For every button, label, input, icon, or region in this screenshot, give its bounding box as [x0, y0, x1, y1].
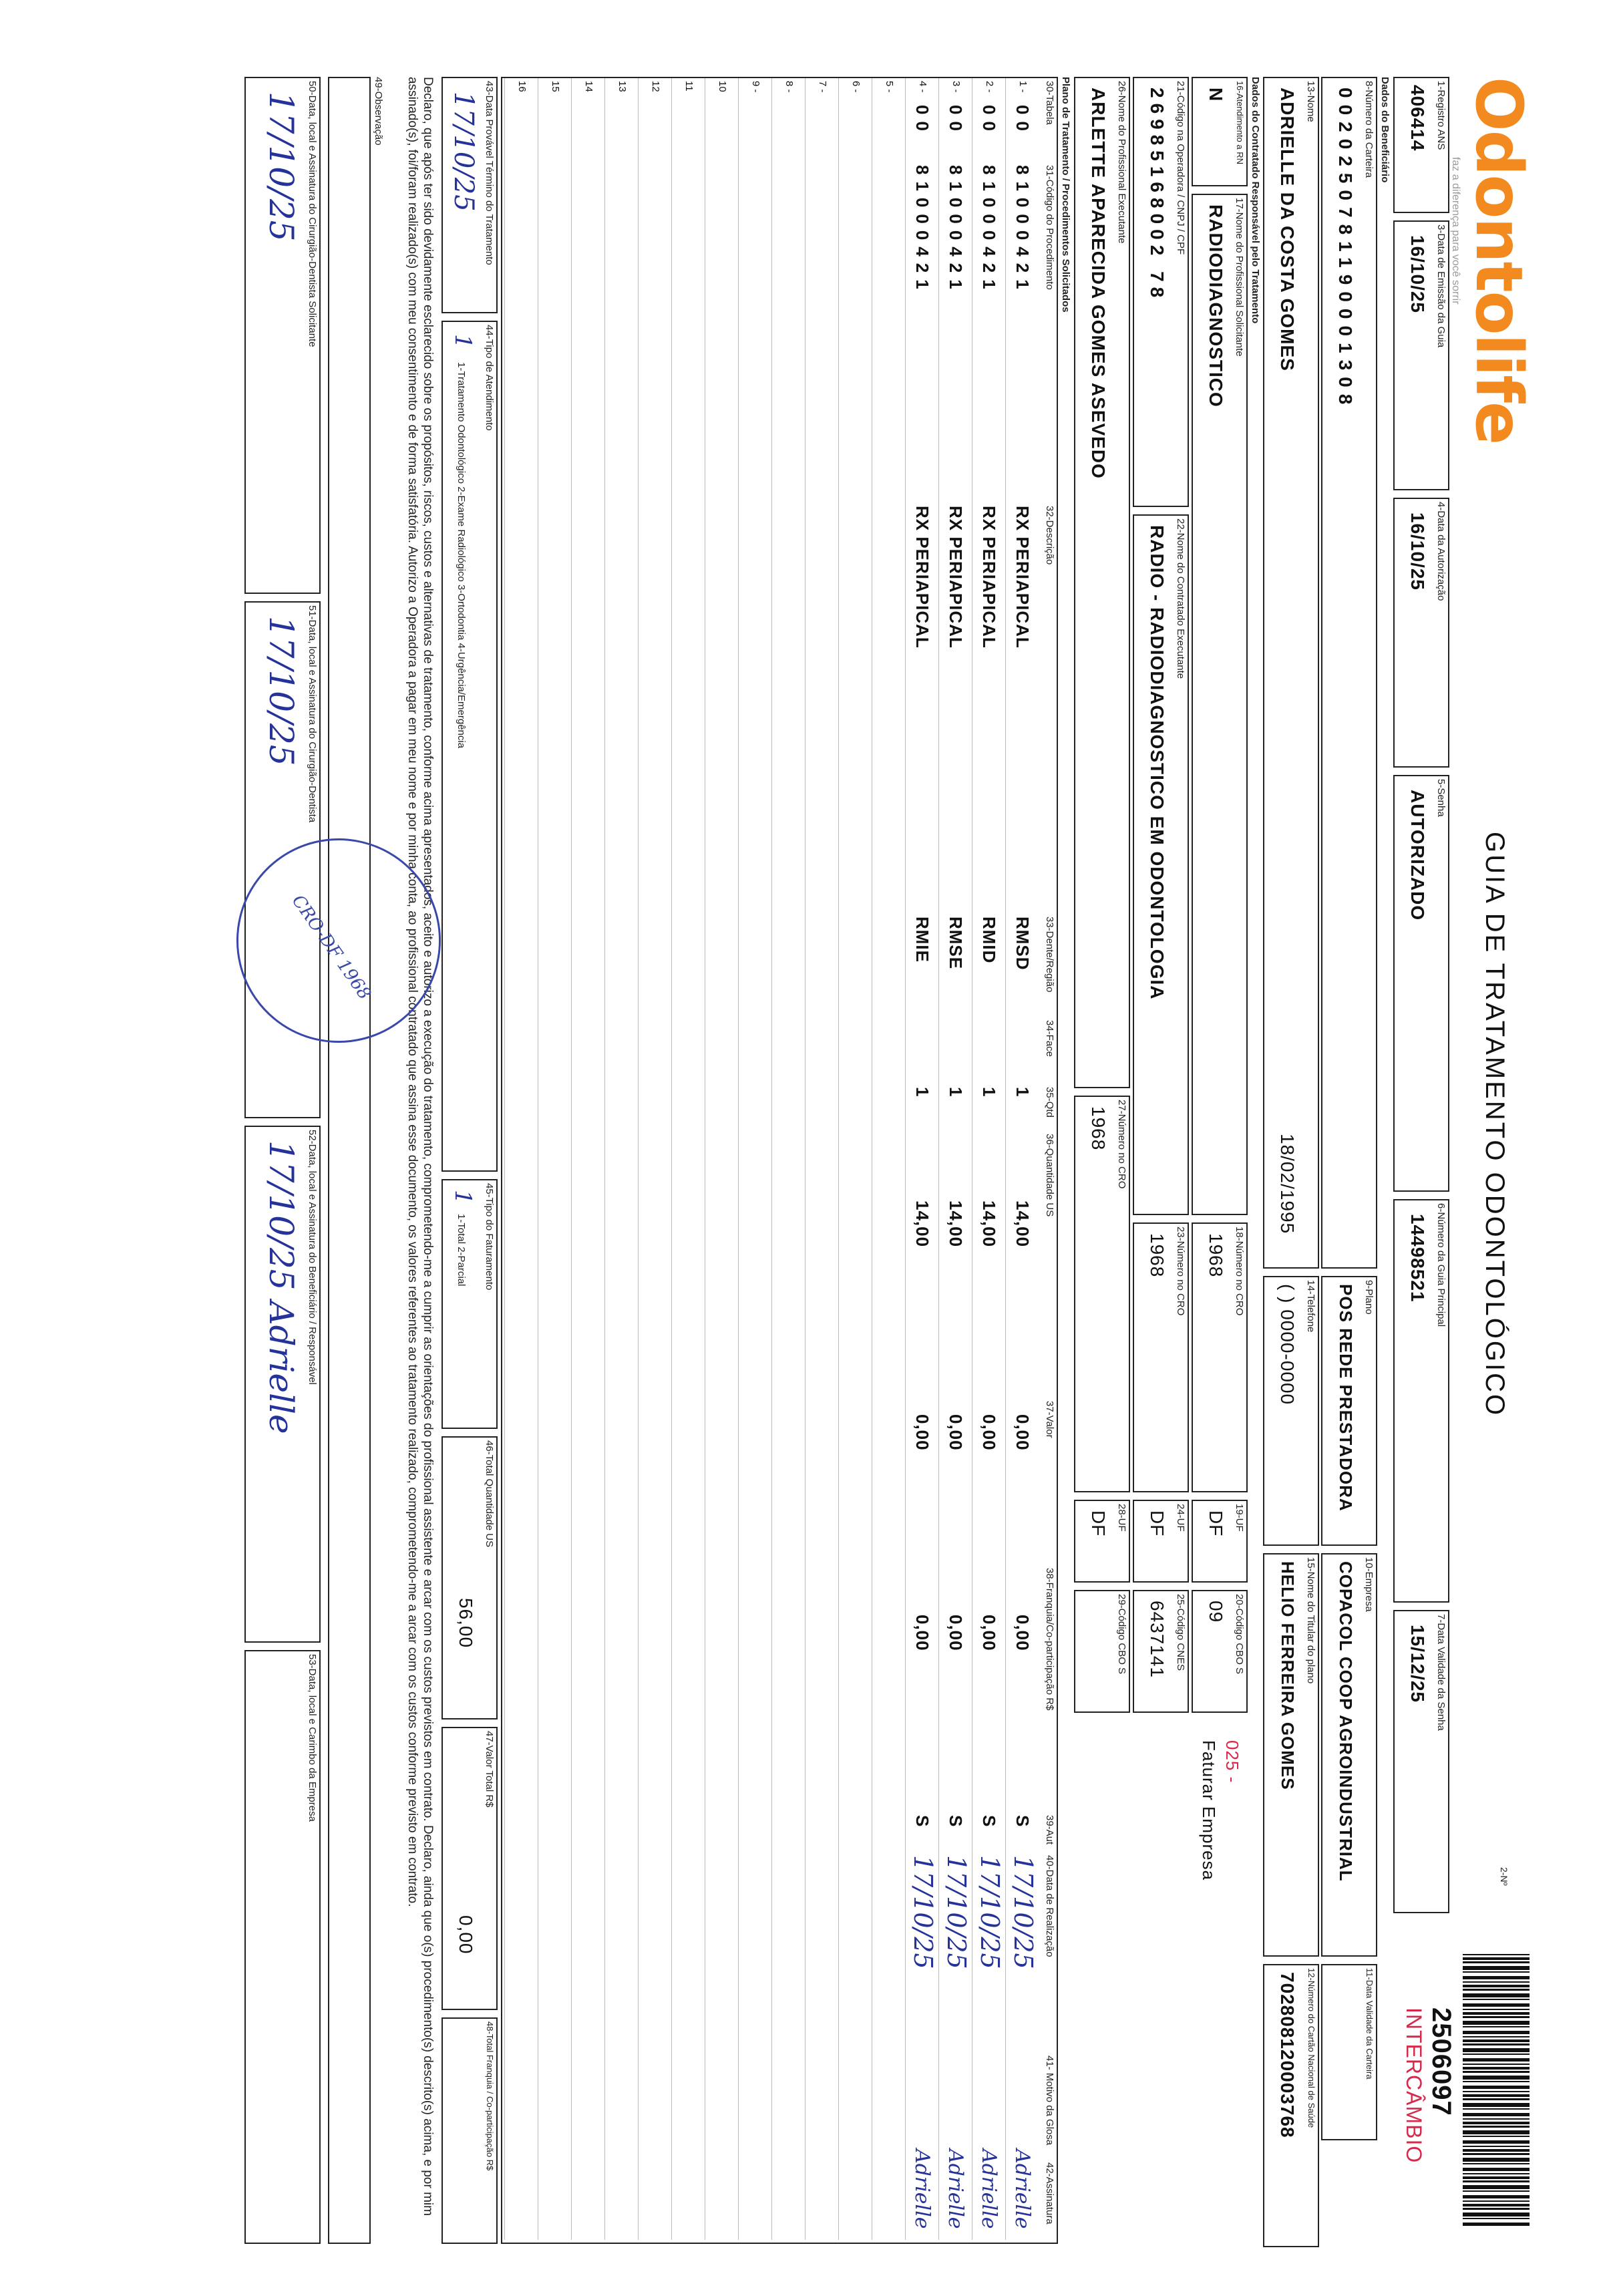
barcode-bar	[1463, 2071, 1530, 2073]
sig50-label: 50-Data, local e Assinatura do Cirurgião-Dentista Solicitante	[307, 81, 318, 347]
empresa-box	[1321, 1553, 1377, 1957]
barcode-bar	[1463, 2195, 1530, 2198]
barcode-bar	[1463, 2036, 1530, 2037]
row-number: 7 -	[817, 81, 828, 93]
requester-section-label: Dados do Contratado Responsável pelo Tratamento	[1250, 77, 1261, 324]
procedure-row	[838, 78, 872, 2240]
data-emissao-box	[1393, 220, 1449, 490]
us-value: 14,00	[912, 1200, 932, 1248]
barcode-bar	[1463, 2130, 1530, 2134]
cns-value: 702808120003768	[1277, 1972, 1298, 2138]
procedure-row	[538, 78, 572, 2240]
rn-label: 16-Atendimento a RN	[1235, 81, 1245, 165]
row-number: 1 -	[1017, 81, 1029, 93]
codigo-value: 81000421	[979, 165, 999, 296]
col-aut: 39-Aut	[1044, 1815, 1055, 1845]
dente-value: RMSE	[946, 917, 966, 970]
procedures-section-label: Plano de Tratamento / Procedimentos Solicitados	[1060, 77, 1071, 313]
guia-principal-box	[1393, 1199, 1449, 1603]
assinatura-handwritten: Adrielle	[944, 2149, 967, 2229]
col-glosa: 41- Motivo da Glosa	[1044, 2056, 1055, 2146]
valor-value: 0,00	[912, 1414, 932, 1451]
cro-prof-label: 27-Número no CRO	[1116, 1100, 1127, 1189]
plano-label: 9-Plano	[1363, 1280, 1375, 1315]
rn-value: N	[1206, 88, 1226, 102]
rn-box	[1192, 77, 1248, 186]
uf-prof-value: DF	[1088, 1510, 1109, 1537]
procedure-row	[705, 78, 739, 2240]
valor-total-value: 0,00	[456, 1915, 476, 1955]
uf-executante-label: 24-UF	[1175, 1504, 1186, 1532]
sig51-label: 51-Data, local e Assinatura do Cirurgião-Dentista	[307, 605, 318, 823]
barcode-bar	[1463, 2180, 1530, 2182]
guia-principal-label: 6-Número da Guia Principal	[1435, 1203, 1447, 1327]
col-data: 40-Data de Realização	[1044, 1855, 1055, 1957]
cbo-solicitante-label: 20-Código CBO S	[1234, 1594, 1245, 1675]
sig52-box	[244, 1126, 321, 1643]
total-us-value: 56,00	[456, 1598, 476, 1649]
barcode-bar	[1463, 1971, 1530, 1973]
barcode-bar	[1463, 1981, 1530, 1983]
barcode-bar	[1463, 2153, 1530, 2155]
row-number: 12	[650, 81, 661, 92]
barcode-bar	[1463, 1957, 1530, 1960]
contratado-executante-box	[1133, 514, 1189, 1215]
carteira-box	[1321, 77, 1377, 1269]
qtd-value: 1	[912, 1087, 932, 1098]
uf-solicitante-label: 19-UF	[1234, 1504, 1245, 1532]
barcode-bar	[1463, 2212, 1530, 2217]
total-us-label: 46-Total Quantidade US	[484, 1440, 495, 1548]
barcode-bar	[1463, 2094, 1530, 2097]
observacao-label: 49-Observação	[373, 77, 384, 146]
tipo-faturamento-label: 45-Tipo do Faturamento	[484, 1183, 495, 1291]
data-autorizacao-value: 16/10/25	[1407, 512, 1428, 591]
sig50-handwritten: 17/10/25	[262, 92, 301, 242]
procedure-row	[938, 78, 972, 2240]
titular-box	[1263, 1553, 1319, 1957]
uf-solicitante-box	[1192, 1500, 1248, 1583]
col-face: 34-Face	[1044, 1020, 1055, 1057]
plano-box	[1321, 1276, 1377, 1546]
total-us-box	[441, 1436, 498, 1719]
row-number: 4 -	[917, 81, 928, 93]
empresa-value: COPACOL COOP AGROINDUSTRIAL	[1336, 1561, 1356, 1882]
row-number: 9 -	[750, 81, 761, 93]
barcode-bar	[1463, 2118, 1530, 2120]
assinatura-handwritten: Adrielle	[977, 2149, 1001, 2229]
procedure-row	[604, 78, 639, 2240]
col-us: 36-Quantidade US	[1044, 1134, 1055, 1217]
uf-solicitante-value: DF	[1206, 1510, 1226, 1537]
us-value: 14,00	[1013, 1200, 1033, 1248]
tipo-atendimento-value: 1	[450, 334, 476, 349]
tipo-atendimento-box	[441, 321, 498, 1172]
barcode-bar	[1463, 2039, 1530, 2042]
assinatura-handwritten: Adrielle	[1011, 2149, 1034, 2229]
barcode-bar	[1463, 2200, 1530, 2202]
dente-value: RMID	[979, 917, 999, 964]
billing-code: 025 -	[1222, 1740, 1242, 1784]
barcode-bar	[1463, 2086, 1530, 2089]
data-realizacao-handwritten: 17/10/25	[1009, 1855, 1038, 1969]
barcode-bar	[1463, 1966, 1530, 1970]
cro-executante-label: 23-Número no CRO	[1175, 1226, 1186, 1316]
row-number: 3 -	[950, 81, 962, 93]
barcode-bar	[1463, 2208, 1530, 2210]
barcode-bar	[1463, 2103, 1530, 2107]
row-number: 14	[583, 81, 594, 92]
row-number: 2 -	[984, 81, 995, 93]
codigo-operadora-box	[1133, 77, 1189, 507]
nome-label: 13-Nome	[1305, 81, 1316, 122]
valor-value: 0,00	[946, 1414, 966, 1451]
barcode-bar	[1463, 2003, 1530, 2007]
sig52-label: 52-Data, local e Assinatura do Beneficiário / Responsável	[307, 1130, 318, 1385]
descricao-value: RX PERIAPICAL	[979, 506, 999, 649]
barcode-bar	[1463, 2076, 1530, 2080]
assinatura-handwritten: Adrielle	[910, 2149, 934, 2229]
valor-total-box	[441, 1727, 498, 2010]
barcode-bar	[1463, 2163, 1530, 2164]
barcode-bar	[1463, 2054, 1530, 2055]
tipo-faturamento-box	[441, 1179, 498, 1429]
telefone-box	[1263, 1276, 1319, 1546]
us-value: 14,00	[946, 1200, 966, 1248]
procedure-row	[638, 78, 672, 2240]
procedure-row	[771, 78, 806, 2240]
data-realizacao-handwritten: 17/10/25	[942, 1855, 971, 1969]
plano-value: POS REDE PRESTADORA	[1336, 1284, 1356, 1512]
termino-box	[441, 77, 498, 313]
cro-prof-value: 1968	[1088, 1106, 1109, 1151]
barcode-bar	[1463, 2185, 1530, 2189]
barcode-bar	[1463, 2026, 1530, 2027]
carteira-value: 0020250781190001308	[1335, 88, 1356, 412]
row-number: 15	[550, 81, 561, 92]
sig53-label: 53-Data, local e Carimbo da Empresa	[307, 1654, 318, 1822]
cro-solicitante-value: 1968	[1206, 1233, 1226, 1278]
senha-label: 5-Senha	[1435, 779, 1447, 817]
qtd-value: 1	[946, 1087, 966, 1098]
tipo-atendimento-label: 44-Tipo de Atendimento	[484, 325, 495, 431]
data-autorizacao-label: 4-Data da Autorização	[1435, 502, 1447, 601]
profissional-executante-value: ARLETTE APARECIDA GOMES ASEVEDO	[1088, 88, 1109, 479]
uf-prof-box	[1074, 1500, 1130, 1583]
row-number: 16	[516, 81, 528, 92]
barcode-bar	[1463, 2021, 1530, 2025]
cbo-solicitante-box	[1192, 1590, 1248, 1713]
sig52-handwritten: 17/10/25 Adrielle	[262, 1140, 301, 1434]
aut-value: S	[1013, 1815, 1033, 1828]
sig53-box	[244, 1650, 321, 2244]
row-number: 13	[616, 81, 628, 92]
cns-box	[1263, 1964, 1319, 2247]
data-emissao-label: 3-Data de Emissão da Guia	[1435, 224, 1447, 348]
registro-ans-value: 406414	[1407, 85, 1428, 152]
barcode-bar	[1463, 2146, 1530, 2147]
cro-executante-value: 1968	[1147, 1233, 1168, 1278]
barcode-bar	[1463, 2108, 1530, 2110]
barcode-bar	[1463, 2176, 1530, 2179]
qtd-value: 1	[1013, 1087, 1033, 1098]
qtd-value: 1	[979, 1087, 999, 1098]
intercambio-label: INTERCÂMBIO	[1402, 2007, 1426, 2164]
procedure-row	[872, 78, 906, 2240]
cro-prof-box	[1074, 1096, 1130, 1492]
odontolife-logo	[1450, 77, 1536, 444]
carteira-label: 8-Número da Carteira	[1363, 81, 1375, 178]
registro-ans-label: 1-Registro ANS	[1435, 81, 1447, 150]
nome-box	[1263, 77, 1319, 1269]
row-number: 8 -	[783, 81, 795, 93]
tabela-value: 00	[912, 105, 932, 138]
barcode-bar	[1463, 2136, 1530, 2137]
descricao-value: RX PERIAPICAL	[912, 506, 932, 649]
col-tabela: 30-Tabela	[1044, 81, 1055, 125]
uf-executante-box	[1133, 1500, 1189, 1583]
aut-value: S	[946, 1815, 966, 1828]
valor-value: 0,00	[979, 1414, 999, 1451]
descricao-value: RX PERIAPICAL	[946, 506, 966, 649]
barcode-bar	[1463, 1989, 1530, 1991]
valor-total-label: 47-Valor Total R$	[484, 1731, 495, 1808]
barcode-bar	[1463, 2204, 1530, 2206]
dente-value: RMSD	[1013, 917, 1033, 971]
data-autorizacao-box	[1393, 498, 1449, 768]
validade-carteira-box	[1321, 1964, 1377, 2140]
barcode-bar	[1463, 1985, 1530, 1987]
barcode-bar	[1463, 2122, 1530, 2124]
procedure-row	[1005, 78, 1039, 2240]
termino-handwritten: 17/10/25	[448, 92, 479, 212]
barcode-bar	[1463, 2067, 1530, 2070]
form-title: GUIA DE TRATAMENTO ODONTOLÓGICO	[1480, 832, 1509, 1418]
barcode-bar	[1463, 2081, 1530, 2082]
procedure-row	[905, 78, 939, 2240]
page-number-label: 2-Nº	[1499, 1867, 1509, 1886]
barcode-bar	[1463, 2043, 1530, 2045]
barcode-bar	[1463, 2064, 1530, 2065]
cnes-value: 6437141	[1147, 1601, 1168, 1679]
data-emissao-value: 16/10/25	[1407, 235, 1428, 313]
beneficiary-section-label: Dados do Beneficiário	[1379, 77, 1391, 183]
cbo-prof-label: 29-Código CBO S	[1116, 1594, 1127, 1675]
tabela-value: 00	[946, 105, 966, 138]
uf-prof-label: 28-UF	[1116, 1504, 1127, 1532]
barcode-bar	[1463, 1954, 1530, 1955]
uf-executante-value: DF	[1147, 1510, 1168, 1537]
senha-value: AUTORIZADO	[1407, 790, 1428, 921]
profissional-executante-label: 26-Nome do Profissional Executante	[1116, 81, 1127, 244]
sig51-handwritten: 17/10/25	[262, 616, 301, 766]
barcode-bar	[1463, 2149, 1530, 2152]
procedures-table	[501, 77, 1058, 2244]
us-value: 14,00	[979, 1200, 999, 1248]
senha-box	[1393, 775, 1449, 1192]
row-number: 11	[683, 81, 695, 92]
col-franquia: 38-Franquia/Co-participação R$	[1044, 1568, 1055, 1711]
declaration-text: Declaro, que após ter sido devidamente esclarecido sobre os propósitos, riscos, custos e alternativas de tratamento, conforme acima apresentados, aceito e autorizo a execução do tratamento, comprometendo-me a cumprir as orientações do profissional assistente e arcar com os custos previstos em contrato. Declaro, ainda que o(s) procedimento(s) descrito(s) acima, e por mim assinado(s), foi/foram realizado(s) com meu consentimento e de forma satisfatória. Autorizo a Operadora a pagar em meu nome e por minha conta, ao profissional contratado que assina esse documento, os valores referentes ao tratamento realizado, comprometendo-me a arcar com os custos conforme previsto em contrato.	[405, 77, 435, 2216]
barcode-bar	[1463, 1961, 1530, 1963]
col-qtd: 35-Qtd	[1044, 1087, 1055, 1118]
descricao-value: RX PERIAPICAL	[1013, 506, 1033, 649]
aut-value: S	[912, 1815, 932, 1828]
profissional-solicitante-label: 17-Nome do Profissional Solicitante	[1234, 198, 1245, 357]
validade-senha-label: 7-Data Validade da Senha	[1435, 1614, 1447, 1731]
cbo-solicitante-value: 09	[1206, 1601, 1226, 1623]
cns-label: 12-Número do Cartão Nacional de Saúde	[1306, 1968, 1316, 2128]
procedure-row	[671, 78, 705, 2240]
col-codigo: 31-Código do Procedimento	[1044, 165, 1055, 290]
barcode-bar	[1463, 2158, 1530, 2162]
valor-value: 0,00	[1013, 1414, 1033, 1451]
barcode-bar	[1463, 2048, 1530, 2052]
procedure-row	[972, 78, 1006, 2240]
row-number: 6 -	[850, 81, 862, 93]
franquia-value: 0,00	[912, 1615, 932, 1651]
barcode-bar	[1463, 2218, 1530, 2219]
tipo-faturamento-value: 1	[450, 1190, 476, 1204]
dental-treatment-guide-form	[80, 30, 1550, 2261]
codigo-value: 81000421	[1013, 165, 1033, 296]
barcode-bar	[1463, 2091, 1530, 2092]
observacao-box	[328, 77, 371, 2244]
professional-stamp	[196, 798, 481, 1083]
barcode-bar	[1463, 2140, 1530, 2144]
contratado-executante-value: RADIO - RADIODIAGNOSTICO EM ODONTOLOGIA	[1147, 525, 1168, 1000]
profissional-executante-box	[1074, 77, 1130, 1088]
barcode-bar	[1463, 2223, 1530, 2226]
aut-value: S	[979, 1815, 999, 1828]
total-franquia-box	[441, 2017, 498, 2244]
row-number: 5 -	[884, 81, 895, 93]
barcode-bar	[1463, 2009, 1530, 2010]
cnes-label: 25-Código CNES	[1175, 1594, 1186, 1671]
barcode-bar	[1463, 2016, 1530, 2018]
barcode-bar	[1463, 1976, 1530, 1979]
tabela-value: 00	[1013, 105, 1033, 138]
barcode-bar	[1463, 2190, 1530, 2192]
procedure-row	[571, 78, 605, 2240]
cro-solicitante-box	[1192, 1222, 1248, 1492]
codigo-value: 81000421	[912, 165, 932, 296]
validade-senha-box	[1393, 1610, 1449, 1913]
stamp-text: CRO-DF 1968	[287, 891, 375, 1004]
barcode-bar	[1463, 2058, 1530, 2062]
barcode-bar	[1463, 2168, 1530, 2171]
billing-label: Faturar Empresa	[1199, 1740, 1219, 1881]
profissional-solicitante-box	[1192, 194, 1248, 1215]
tipo-atendimento-options: 1-Tratamento Odontológico 2-Exame Radiológico 3-Ortodontia 4-Urgência/Emergência	[456, 362, 467, 749]
tipo-faturamento-options: 1-Total 2-Parcial	[456, 1214, 467, 1287]
data-realizacao-handwritten: 17/10/25	[975, 1855, 1005, 1969]
validade-senha-value: 15/12/25	[1407, 1625, 1428, 1703]
barcode-bar	[1463, 2173, 1530, 2174]
barcode	[1463, 1954, 1530, 2235]
telefone-label: 14-Telefone	[1305, 1280, 1316, 1333]
registro-ans-box	[1393, 77, 1449, 213]
contratado-executante-label: 22-Nome do Contratado Executante	[1175, 518, 1186, 679]
total-franquia-label: 48-Total Franquia / Co-participação R$	[485, 2021, 495, 2171]
telefone-value: ( ) 0000-0000	[1277, 1284, 1298, 1406]
barcode-bar	[1463, 2126, 1530, 2128]
franquia-value: 0,00	[1013, 1615, 1033, 1651]
nome-value: ADRIELLE DA COSTA GOMES	[1277, 88, 1298, 371]
col-assinatura: 42-Assinatura	[1044, 2162, 1055, 2225]
barcode-bar	[1463, 1999, 1530, 2000]
profissional-solicitante-value: RADIODIAGNOSTICO	[1206, 204, 1226, 407]
col-descricao: 32-Descrição	[1044, 506, 1055, 565]
titular-label: 15-Nome do Titular do plano	[1305, 1557, 1316, 1684]
data-realizacao-handwritten: 17/10/25	[908, 1855, 938, 1969]
codigo-value: 81000421	[946, 165, 966, 296]
dente-value: RMIE	[912, 917, 932, 963]
titular-value: HELIO FERREIRA GOMES	[1278, 1561, 1298, 1790]
cro-solicitante-label: 18-Número no CRO	[1234, 1226, 1245, 1316]
nascimento-value: 18/02/1995	[1277, 1134, 1298, 1235]
procedure-row	[805, 78, 839, 2240]
barcode-bar	[1463, 1993, 1530, 1997]
procedure-row	[738, 78, 772, 2240]
guide-number: 2506097	[1427, 2007, 1456, 2116]
franquia-value: 0,00	[979, 1615, 999, 1651]
brand-name: Odontolife	[1461, 77, 1536, 444]
sig50-box	[244, 77, 321, 594]
franquia-value: 0,00	[946, 1615, 966, 1651]
barcode-bar	[1463, 2031, 1530, 2034]
validade-carteira-label: 11-Data Validade da Carteira	[1365, 1968, 1375, 2080]
procedure-row	[504, 78, 538, 2240]
termino-label: 43-Data Provável Término do Tratamento	[484, 81, 495, 265]
cnes-box	[1133, 1590, 1189, 1713]
codigo-operadora-value: 26985168002 78	[1147, 88, 1168, 303]
barcode-bar	[1463, 2113, 1530, 2116]
cbo-prof-box	[1074, 1590, 1130, 1713]
cro-executante-box	[1133, 1222, 1189, 1492]
empresa-label: 10-Empresa	[1363, 1557, 1375, 1612]
guia-principal-value: 14498521	[1407, 1214, 1428, 1303]
tabela-value: 00	[979, 105, 999, 138]
barcode-bar	[1463, 2098, 1530, 2100]
brand-tagline: faz a diferença para você sorrir	[1450, 157, 1461, 305]
codigo-operadora-label: 21-Código na Operadora / CNPJ / CPF	[1175, 81, 1186, 255]
col-dente: 33-Dente/Região	[1044, 917, 1055, 993]
barcode-bar	[1463, 2012, 1530, 2015]
row-number: 10	[717, 81, 728, 92]
col-valor: 37-Valor	[1044, 1401, 1055, 1438]
